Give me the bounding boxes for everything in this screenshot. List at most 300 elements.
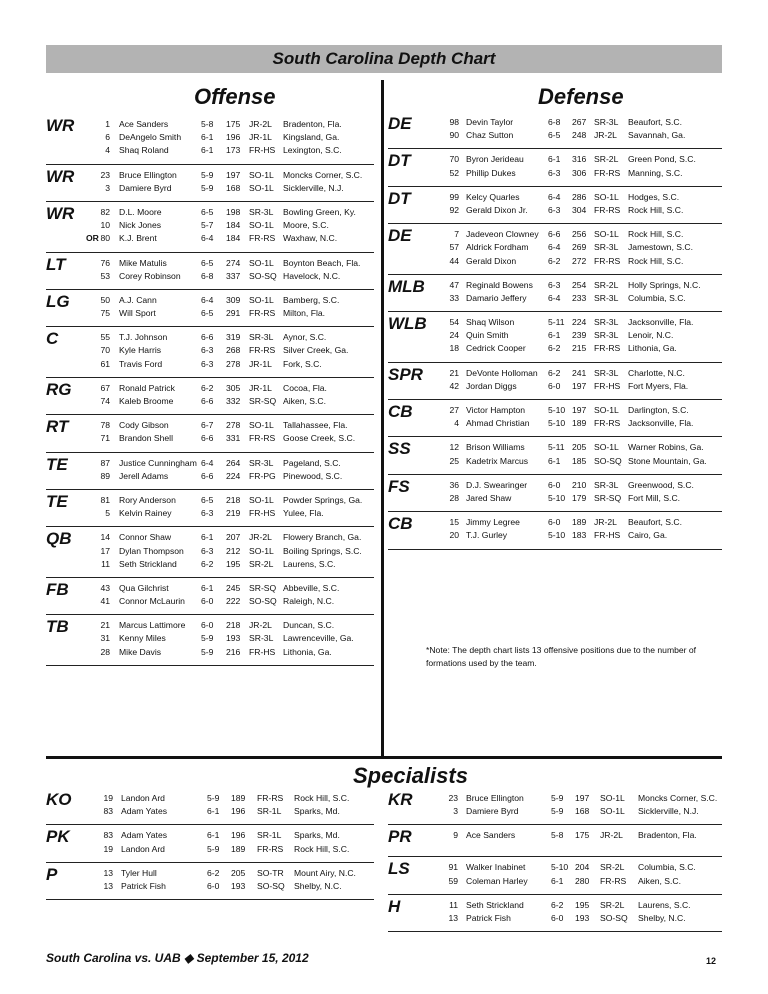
position-group — [388, 224, 722, 275]
player-weight: 175 — [575, 830, 590, 841]
player-row — [388, 167, 722, 180]
player-height: 5-10 — [548, 492, 566, 503]
player-class: FR-RS — [249, 433, 276, 444]
player-class: SR-3L — [249, 457, 274, 468]
player-hometown: Columbia, S.C. — [628, 292, 686, 303]
player-row — [388, 316, 722, 329]
jersey-number: 11 — [449, 899, 458, 910]
player-name: Devin Taylor — [466, 117, 514, 127]
player-weight: 168 — [575, 806, 590, 817]
jersey-number: 59 — [448, 875, 458, 886]
player-height: 5-9 — [201, 633, 214, 644]
jersey-number: 12 — [449, 442, 459, 453]
position-label: WR — [46, 166, 75, 186]
player-height: 6-1 — [201, 132, 214, 143]
jersey-number: 21 — [449, 367, 459, 378]
player-height: 5-9 — [201, 169, 214, 180]
player-class: JR-1L — [249, 382, 272, 393]
jersey-number: 25 — [449, 455, 459, 466]
player-row — [388, 380, 722, 393]
position-group — [388, 788, 722, 825]
player-weight: 316 — [572, 154, 587, 165]
position-group — [46, 253, 374, 290]
specialists-heading: Specialists — [353, 763, 468, 788]
player-weight: 216 — [226, 646, 241, 657]
player-height: 5-7 — [201, 220, 214, 231]
player-class: FR-RS — [600, 875, 627, 886]
player-name: Bruce Ellington — [466, 793, 524, 803]
jersey-number: 54 — [449, 317, 459, 328]
jersey-number: 11 — [101, 558, 110, 569]
jersey-number: 41 — [100, 596, 110, 607]
player-name: DeVonte Holloman — [466, 367, 538, 378]
position-label: LS — [388, 859, 410, 879]
position-label: DE — [388, 114, 412, 133]
position-group — [46, 788, 374, 825]
jersey-number: 89 — [100, 470, 110, 481]
player-height: 6-4 — [548, 191, 561, 202]
player-weight: 197 — [575, 793, 590, 803]
player-name: Mike Davis — [119, 646, 162, 657]
player-height: 6-6 — [548, 229, 561, 240]
player-hometown: Charlotte, N.C. — [628, 367, 685, 378]
player-class: SR-1L — [257, 806, 282, 817]
player-hometown: Jamestown, S.C. — [628, 242, 693, 253]
player-hometown: Shelby, N.C. — [638, 912, 686, 923]
player-class: FR-RS — [249, 345, 276, 356]
player-name: Landon Ard — [121, 793, 165, 803]
player-weight: 269 — [572, 242, 587, 253]
player-height: 6-3 — [201, 358, 214, 369]
player-name: Shaq Roland — [119, 145, 169, 156]
position-label: CB — [388, 402, 413, 421]
position-label: TE — [46, 491, 68, 511]
player-height: 6-4 — [201, 294, 214, 305]
player-name: T.J. Johnson — [119, 332, 168, 343]
player-row — [46, 144, 374, 157]
player-hometown: Milton, Fla. — [283, 308, 326, 319]
player-name: Gerald Dixon Jr. — [466, 204, 528, 215]
player-name: Ace Sanders — [119, 119, 169, 129]
player-weight: 278 — [226, 358, 241, 369]
player-height: 5-8 — [201, 119, 214, 129]
player-height: 6-1 — [548, 330, 561, 341]
player-weight: 224 — [226, 470, 241, 481]
player-weight: 304 — [572, 204, 587, 215]
player-row — [46, 457, 374, 470]
player-name: Connor Shaw — [119, 532, 172, 543]
position-label: P — [46, 864, 58, 884]
jersey-number: 6 — [105, 132, 110, 143]
player-class: JR-2L — [594, 130, 617, 141]
player-hometown: Cocoa, Fla. — [283, 382, 327, 393]
player-class: SR-SQ — [249, 582, 277, 593]
jersey-number: 83 — [103, 830, 113, 841]
player-name: Quin Smith — [466, 330, 509, 341]
position-label: WR — [46, 116, 75, 135]
player-weight: 204 — [575, 862, 590, 873]
position-group — [388, 149, 722, 186]
player-class: SR-2L — [594, 279, 619, 290]
player-weight: 224 — [572, 317, 587, 328]
jersey-number: 67 — [100, 382, 110, 393]
player-name: T.J. Gurley — [466, 530, 508, 541]
player-class: SO-1L — [594, 191, 619, 202]
position-group — [46, 527, 374, 578]
player-hometown: Aiken, S.C. — [638, 875, 681, 886]
player-name: Kadetrix Marcus — [466, 455, 529, 466]
player-class: FR-HS — [594, 530, 621, 541]
position-group — [388, 312, 722, 363]
player-row — [46, 619, 374, 632]
player-weight: 205 — [572, 442, 587, 453]
player-name: D.L. Moore — [119, 206, 162, 217]
player-name: Kelcy Quarles — [466, 191, 520, 202]
player-name: Will Sport — [119, 308, 156, 319]
player-class: SO-1L — [594, 442, 619, 453]
jersey-number: 9 — [453, 830, 458, 841]
jersey-number: 4 — [105, 145, 110, 156]
player-hometown: Kingsland, Ga. — [283, 132, 340, 143]
player-weight: 198 — [226, 206, 241, 217]
jersey-number: 82 — [100, 206, 110, 217]
player-height: 5-10 — [551, 862, 569, 873]
player-hometown: Boiling Springs, S.C. — [283, 545, 362, 556]
jersey-number: 83 — [103, 806, 113, 817]
player-class: SO-1L — [249, 494, 274, 505]
jersey-number: 47 — [449, 279, 459, 290]
player-row — [46, 843, 374, 856]
player-hometown: Beaufort, S.C. — [628, 517, 682, 528]
player-name: Jerell Adams — [119, 470, 169, 481]
jersey-number: 75 — [100, 308, 110, 319]
player-row — [388, 417, 722, 430]
player-row — [388, 228, 722, 241]
player-hometown: Silver Creek, Ga. — [283, 345, 349, 356]
player-class: FR-RS — [257, 843, 284, 854]
player-hometown: Lithonia, Ga. — [283, 646, 332, 657]
jersey-number: 7 — [454, 229, 459, 240]
player-hometown: Rock Hill, S.C. — [628, 229, 684, 240]
player-weight: 332 — [226, 396, 241, 406]
player-weight: 193 — [575, 912, 590, 923]
player-name: DeAngelo Smith — [119, 132, 182, 143]
player-height: 6-1 — [207, 830, 220, 841]
jersey-number: 18 — [449, 343, 459, 354]
player-weight: 197 — [226, 169, 241, 180]
player-hometown: Fork, S.C. — [283, 358, 322, 369]
player-class: SR-SQ — [249, 396, 277, 406]
player-row — [46, 829, 374, 842]
jersey-number: 3 — [453, 806, 458, 817]
player-weight: 179 — [572, 492, 587, 503]
player-hometown: Havelock, N.C. — [283, 270, 341, 281]
position-label: PR — [388, 827, 412, 847]
player-class: SO-1L — [249, 182, 274, 193]
player-name: Ace Sanders — [466, 830, 516, 841]
player-name: Corey Robinson — [119, 270, 181, 281]
player-name: Seth Strickland — [466, 899, 524, 910]
player-weight: 205 — [231, 867, 246, 878]
player-name: Patrick Fish — [121, 880, 166, 891]
player-class: SO-1L — [249, 257, 274, 268]
player-hometown: Sicklerville, N.J. — [283, 182, 344, 193]
player-row — [388, 861, 722, 874]
player-weight: 239 — [572, 330, 587, 341]
jersey-number: 70 — [449, 154, 459, 165]
player-weight: 185 — [572, 455, 587, 466]
player-name: Phillip Dukes — [466, 167, 516, 178]
player-hometown: Sparks, Md. — [294, 830, 340, 841]
player-height: 6-2 — [201, 382, 214, 393]
player-weight: 215 — [572, 343, 587, 354]
player-height: 6-3 — [548, 279, 561, 290]
player-hometown: Savannah, Ga. — [628, 130, 686, 141]
player-class: SO-1L — [594, 405, 619, 415]
player-name: Chaz Sutton — [466, 130, 514, 141]
player-height: 6-2 — [551, 899, 564, 910]
player-height: 6-5 — [201, 308, 214, 319]
player-hometown: Darlington, S.C. — [628, 405, 689, 415]
player-name: Victor Hampton — [466, 405, 526, 415]
player-row — [46, 582, 374, 595]
player-weight: 195 — [575, 899, 590, 910]
player-hometown: Laurens, S.C. — [638, 899, 691, 910]
player-hometown: Moncks Corner, S.C. — [638, 793, 718, 803]
player-weight: 218 — [226, 494, 241, 505]
player-weight: 305 — [226, 382, 241, 393]
player-row — [46, 646, 374, 659]
player-class: SO-1L — [249, 169, 274, 180]
player-height: 6-5 — [201, 257, 214, 268]
jersey-number: 42 — [449, 380, 459, 391]
player-row — [388, 153, 722, 166]
player-name: Kelvin Rainey — [119, 508, 172, 519]
player-row — [46, 182, 374, 195]
player-name: Rory Anderson — [119, 494, 176, 505]
player-hometown: Abbeville, S.C. — [283, 582, 340, 593]
player-name: Qua Gilchrist — [119, 582, 169, 593]
jersey-number: 13 — [103, 867, 113, 878]
depth-chart-note: *Note: The depth chart lists 13 offensive positions due to the number of formations used by the team. — [426, 645, 697, 668]
player-class: FR-RS — [249, 233, 276, 244]
player-class: SR-3L — [249, 332, 274, 343]
player-weight: 168 — [226, 182, 241, 193]
player-height: 6-2 — [207, 867, 220, 878]
player-class: JR-2L — [249, 532, 272, 543]
player-class: SR-3L — [594, 479, 619, 490]
or-label: OR — [86, 233, 99, 244]
player-height: 5-10 — [548, 530, 566, 541]
player-hometown: Boynton Beach, Fla. — [283, 257, 361, 268]
position-group — [46, 615, 374, 666]
player-name: Mike Matulis — [119, 257, 167, 268]
player-class: SR-3L — [594, 292, 619, 303]
player-height: 5-9 — [551, 806, 564, 817]
player-weight: 195 — [226, 558, 241, 569]
player-hometown: Bradenton, Fla. — [283, 119, 342, 129]
player-weight: 184 — [226, 220, 241, 231]
player-weight: 272 — [572, 255, 587, 266]
position-group — [46, 415, 374, 452]
player-height: 6-4 — [201, 457, 214, 468]
jersey-number: 5 — [105, 508, 110, 519]
player-row — [46, 257, 374, 270]
player-weight: 233 — [572, 292, 587, 303]
jersey-number: 24 — [449, 330, 459, 341]
player-row — [46, 307, 374, 320]
player-hometown: Duncan, S.C. — [283, 620, 335, 631]
jersey-number: 81 — [100, 494, 110, 505]
jersey-number: 28 — [449, 492, 459, 503]
player-class: FR-RS — [249, 308, 276, 319]
player-weight: 210 — [572, 479, 587, 490]
jersey-number: 43 — [100, 582, 110, 593]
player-height: 6-2 — [548, 343, 561, 354]
player-weight: 183 — [572, 530, 587, 541]
position-group — [46, 825, 374, 862]
player-class: SO-SQ — [600, 912, 628, 923]
position-group — [46, 165, 374, 202]
player-height: 5-9 — [207, 843, 220, 854]
player-row — [46, 792, 374, 805]
jersey-number: 33 — [449, 292, 459, 303]
player-height: 6-6 — [201, 470, 214, 481]
player-weight: 189 — [231, 843, 246, 854]
jersey-number: 74 — [100, 396, 110, 406]
player-height: 6-2 — [548, 367, 561, 378]
player-row — [388, 455, 722, 468]
player-height: 6-0 — [201, 596, 214, 607]
player-height: 6-0 — [548, 517, 561, 528]
player-row — [46, 395, 374, 408]
player-hometown: Shelby, N.C. — [294, 880, 342, 891]
jersey-number: 28 — [100, 646, 110, 657]
player-weight: 175 — [226, 119, 241, 129]
player-name: Tyler Hull — [121, 867, 157, 878]
player-height: 5-9 — [201, 182, 214, 193]
player-weight: 189 — [231, 793, 246, 803]
position-label: WLB — [388, 314, 427, 334]
player-class: SR-3L — [594, 317, 619, 328]
player-row — [388, 116, 722, 129]
defense-heading: Defense — [538, 84, 624, 109]
player-height: 6-3 — [548, 204, 561, 215]
player-name: A.J. Cann — [119, 294, 157, 305]
player-height: 6-7 — [201, 420, 214, 431]
position-label: KO — [46, 790, 72, 809]
jersey-number: 1 — [105, 119, 110, 129]
jersey-number: 80 — [100, 233, 110, 244]
position-group — [46, 327, 374, 378]
offense-column — [46, 114, 374, 666]
player-row — [388, 529, 722, 542]
player-height: 5-10 — [548, 418, 566, 429]
column-divider — [381, 80, 384, 756]
player-hometown: Sparks, Md. — [294, 806, 340, 817]
player-height: 6-4 — [201, 233, 214, 244]
player-weight: 218 — [226, 620, 241, 631]
player-row — [388, 204, 722, 217]
jersey-number: 23 — [100, 169, 110, 180]
player-name: Connor McLaurin — [119, 596, 185, 607]
player-row — [46, 494, 374, 507]
jersey-number: 15 — [449, 517, 459, 528]
player-row — [388, 342, 722, 355]
player-row — [46, 382, 374, 395]
player-hometown: Cairo, Ga. — [628, 530, 668, 541]
player-hometown: Tallahassee, Fla. — [283, 420, 348, 431]
player-hometown: Rock Hill, S.C. — [294, 793, 350, 803]
player-row — [46, 531, 374, 544]
player-height: 6-0 — [548, 479, 561, 490]
jersey-number: 21 — [100, 620, 110, 631]
player-class: SO-TR — [257, 867, 284, 878]
player-height: 6-1 — [548, 455, 561, 466]
position-group — [388, 512, 722, 549]
jersey-number: 91 — [448, 862, 458, 873]
player-name: Patrick Fish — [466, 912, 511, 923]
player-row — [46, 131, 374, 144]
position-label: FB — [46, 579, 69, 599]
jersey-number: 13 — [448, 912, 458, 923]
player-height: 6-6 — [201, 433, 214, 444]
jersey-number: 27 — [449, 405, 459, 415]
player-hometown: Fort Mill, S.C. — [628, 492, 681, 503]
player-row — [46, 219, 374, 232]
player-hometown: Pinewood, S.C. — [283, 470, 343, 481]
player-height: 5-9 — [207, 793, 220, 803]
player-hometown: Bamberg, S.C. — [283, 294, 340, 305]
jersey-number: 44 — [449, 255, 459, 266]
player-row — [46, 867, 374, 880]
player-weight: 222 — [226, 596, 241, 607]
specialists-rule — [46, 756, 722, 759]
player-height: 6-5 — [201, 206, 214, 217]
player-name: Walker Inabinet — [466, 862, 526, 873]
player-height: 6-1 — [207, 806, 220, 817]
player-class: SR-3L — [249, 206, 274, 217]
player-class: FR-HS — [249, 508, 276, 519]
player-class: FR-RS — [594, 167, 621, 178]
player-class: FR-RS — [594, 255, 621, 266]
player-hometown: Jacksonville, Fla. — [628, 418, 694, 429]
player-name: Cedrick Cooper — [466, 343, 526, 354]
player-row — [388, 829, 722, 842]
player-height: 6-2 — [548, 255, 561, 266]
position-group — [46, 290, 374, 327]
player-class: SO-SQ — [257, 880, 285, 891]
position-group — [46, 453, 374, 490]
player-height: 6-6 — [201, 396, 214, 406]
position-label: TE — [46, 454, 68, 474]
page-title: South Carolina Depth Chart — [46, 45, 722, 73]
player-row — [46, 232, 374, 245]
player-height: 6-3 — [201, 545, 214, 556]
player-weight: 286 — [572, 191, 587, 202]
player-name: Coleman Harley — [466, 875, 528, 886]
position-label: CB — [388, 514, 413, 534]
player-name: Byron Jerideau — [466, 154, 524, 165]
player-name: Damiere Byrd — [466, 806, 519, 817]
player-class: SR-3L — [594, 242, 619, 253]
player-hometown: Greenwood, S.C. — [628, 479, 694, 490]
player-row — [388, 129, 722, 142]
position-group — [388, 895, 722, 932]
player-class: SO-SQ — [249, 596, 277, 607]
player-weight: 278 — [226, 420, 241, 431]
player-class: SR-3L — [249, 633, 274, 644]
